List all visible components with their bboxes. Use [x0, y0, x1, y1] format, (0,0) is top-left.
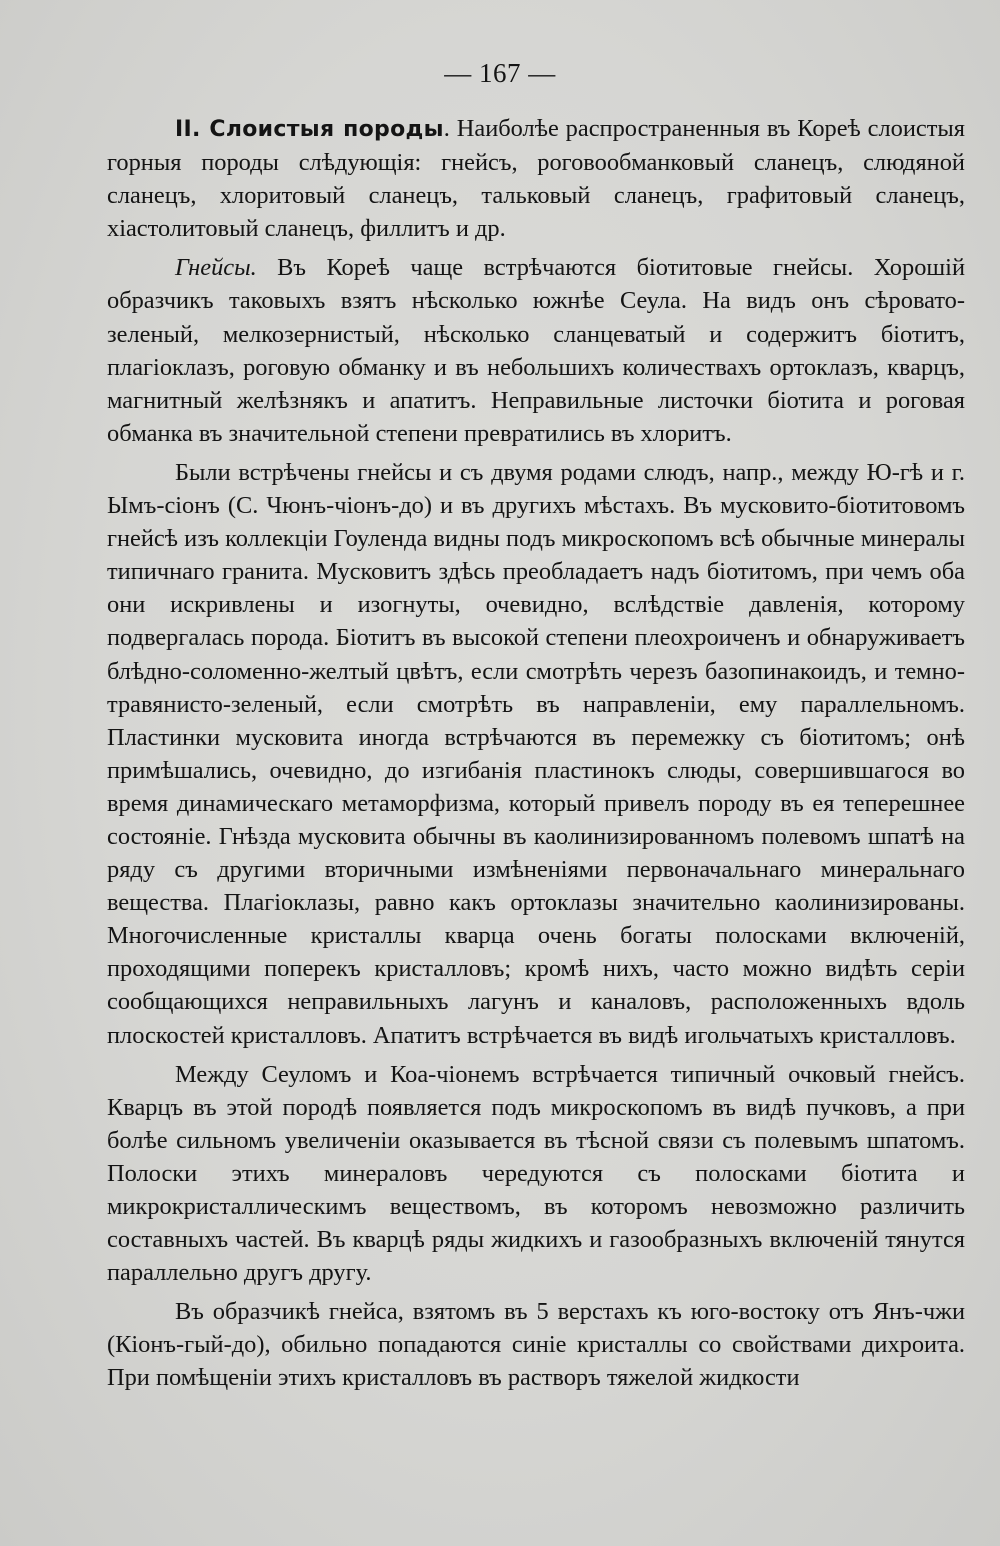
- paragraph-text: Въ Кореѣ чаще встрѣчаются біотитовые гнейсы. Хорошій образчикъ таковыхъ взятъ нѣсколько южнѣе Сеула. На видъ онъ сѣровато-зеленый, мелкозернистый, нѣсколько сланцеватый и содержитъ біотитъ, плагіоклазъ, роговую обманку и въ небольшихъ количествахъ ортоклазъ, кварцъ, магнитный желѣзнякъ и апатитъ. Неправильные листочки біотита и роговая обманка въ значительной степени превратились въ хлоритъ.: [107, 254, 965, 447]
- paragraph-two-micas: Были встрѣчены гнейсы и съ двумя родами слюдъ, напр., между Ю-гѣ и г. Ымъ-сіонъ (С. Чюнъ-чіонъ-до) и въ другихъ мѣстахъ. Въ мусковито-біотитовомъ гнейсѣ изъ коллекціи Гоуленда видны подъ микроскопомъ всѣ обычные минералы типичнаго гранита. Мусковитъ здѣсь преобладаетъ надъ біотитомъ, при чемъ оба они искривлены и изогнуты, очевидно, вслѣдствіе давленія, которому подвергалась порода. Біотитъ въ высокой степени плеохроиченъ и обнаруживаетъ блѣдно-соломенно-желтый цвѣтъ, если смотрѣть черезъ базопинакоидъ, и темно-травянисто-зеленый, если смотрѣть въ направленіи, ему параллельномъ. Пластинки мусковита иногда встрѣчаются въ перемежку съ біотитомъ; онѣ примѣшались, очевидно, до изгибанія пластинокъ слюды, совершившагося во время динамическаго метаморфизма, который привелъ породу въ ея теперешнее состояніе. Гнѣзда мусковита обычны въ каолинизированномъ полевомъ шпатѣ на ряду съ другими вторичными измѣненіями первоначальнаго минеральнаго вещества. Плагіоклазы, равно какъ ортоклазы значительно каолинизированы. Многочисленные кристаллы кварца очень богаты полосками включеній, проходящими поперекъ кристалловъ; кромѣ нихъ, часто можно видѣть серіи сообщающихся неправильныхъ лагунъ и каналовъ, расположенныхъ вдоль плоскостей кристалловъ. Апатитъ встрѣчается въ видѣ игольчатыхъ кристалловъ.: [107, 458, 965, 1049]
- section-heading: II. Слоистыя породы: [175, 117, 444, 142]
- paragraph-gneisses: [107, 251, 965, 450]
- page-number: — 167 —: [444, 58, 556, 88]
- paragraph-dichroite: Въ образчикѣ гнейса, взятомъ въ 5 верстахъ къ юго-востоку отъ Янъ-чжи (Кіонъ-гый-до), обильно попадаются синіе кристаллы со свойствами дихроита. При помѣщеніи этихъ кристалловъ въ растворъ тяжелой жидкости: [107, 1298, 965, 1392]
- italic-term: Гнейсы.: [175, 254, 257, 282]
- paragraph-layered-rocks: [107, 112, 965, 245]
- paragraph-augen-gneiss: Между Сеуломъ и Коа-чіонемъ встрѣчается типичный очковый гнейсъ. Кварцъ въ этой породѣ появляется подъ микроскопомъ въ видѣ пучковъ, а при болѣе сильномъ увеличеніи оказывается въ тѣсной связи съ полевымъ шпатомъ. Полоски этихъ минераловъ чередуются съ полосками біотита и микрокристаллическимъ веществомъ, въ которомъ невозможно различить составныхъ частей. Въ кварцѣ ряды жидкихъ и газообразныхъ включеній тянутся параллельно другъ другу.: [107, 1060, 965, 1287]
- body-text: [107, 112, 965, 1395]
- paragraph-text: . Наиболѣе распространенныя въ Кореѣ слоистыя горныя породы слѣдующія: гнейсъ, роговообманковый сланецъ, слюдяной сланецъ, хлоритовый сланецъ, тальковый сланецъ, графитовый сланецъ, хіастолитовый сланецъ, филлитъ и др.: [107, 115, 966, 243]
